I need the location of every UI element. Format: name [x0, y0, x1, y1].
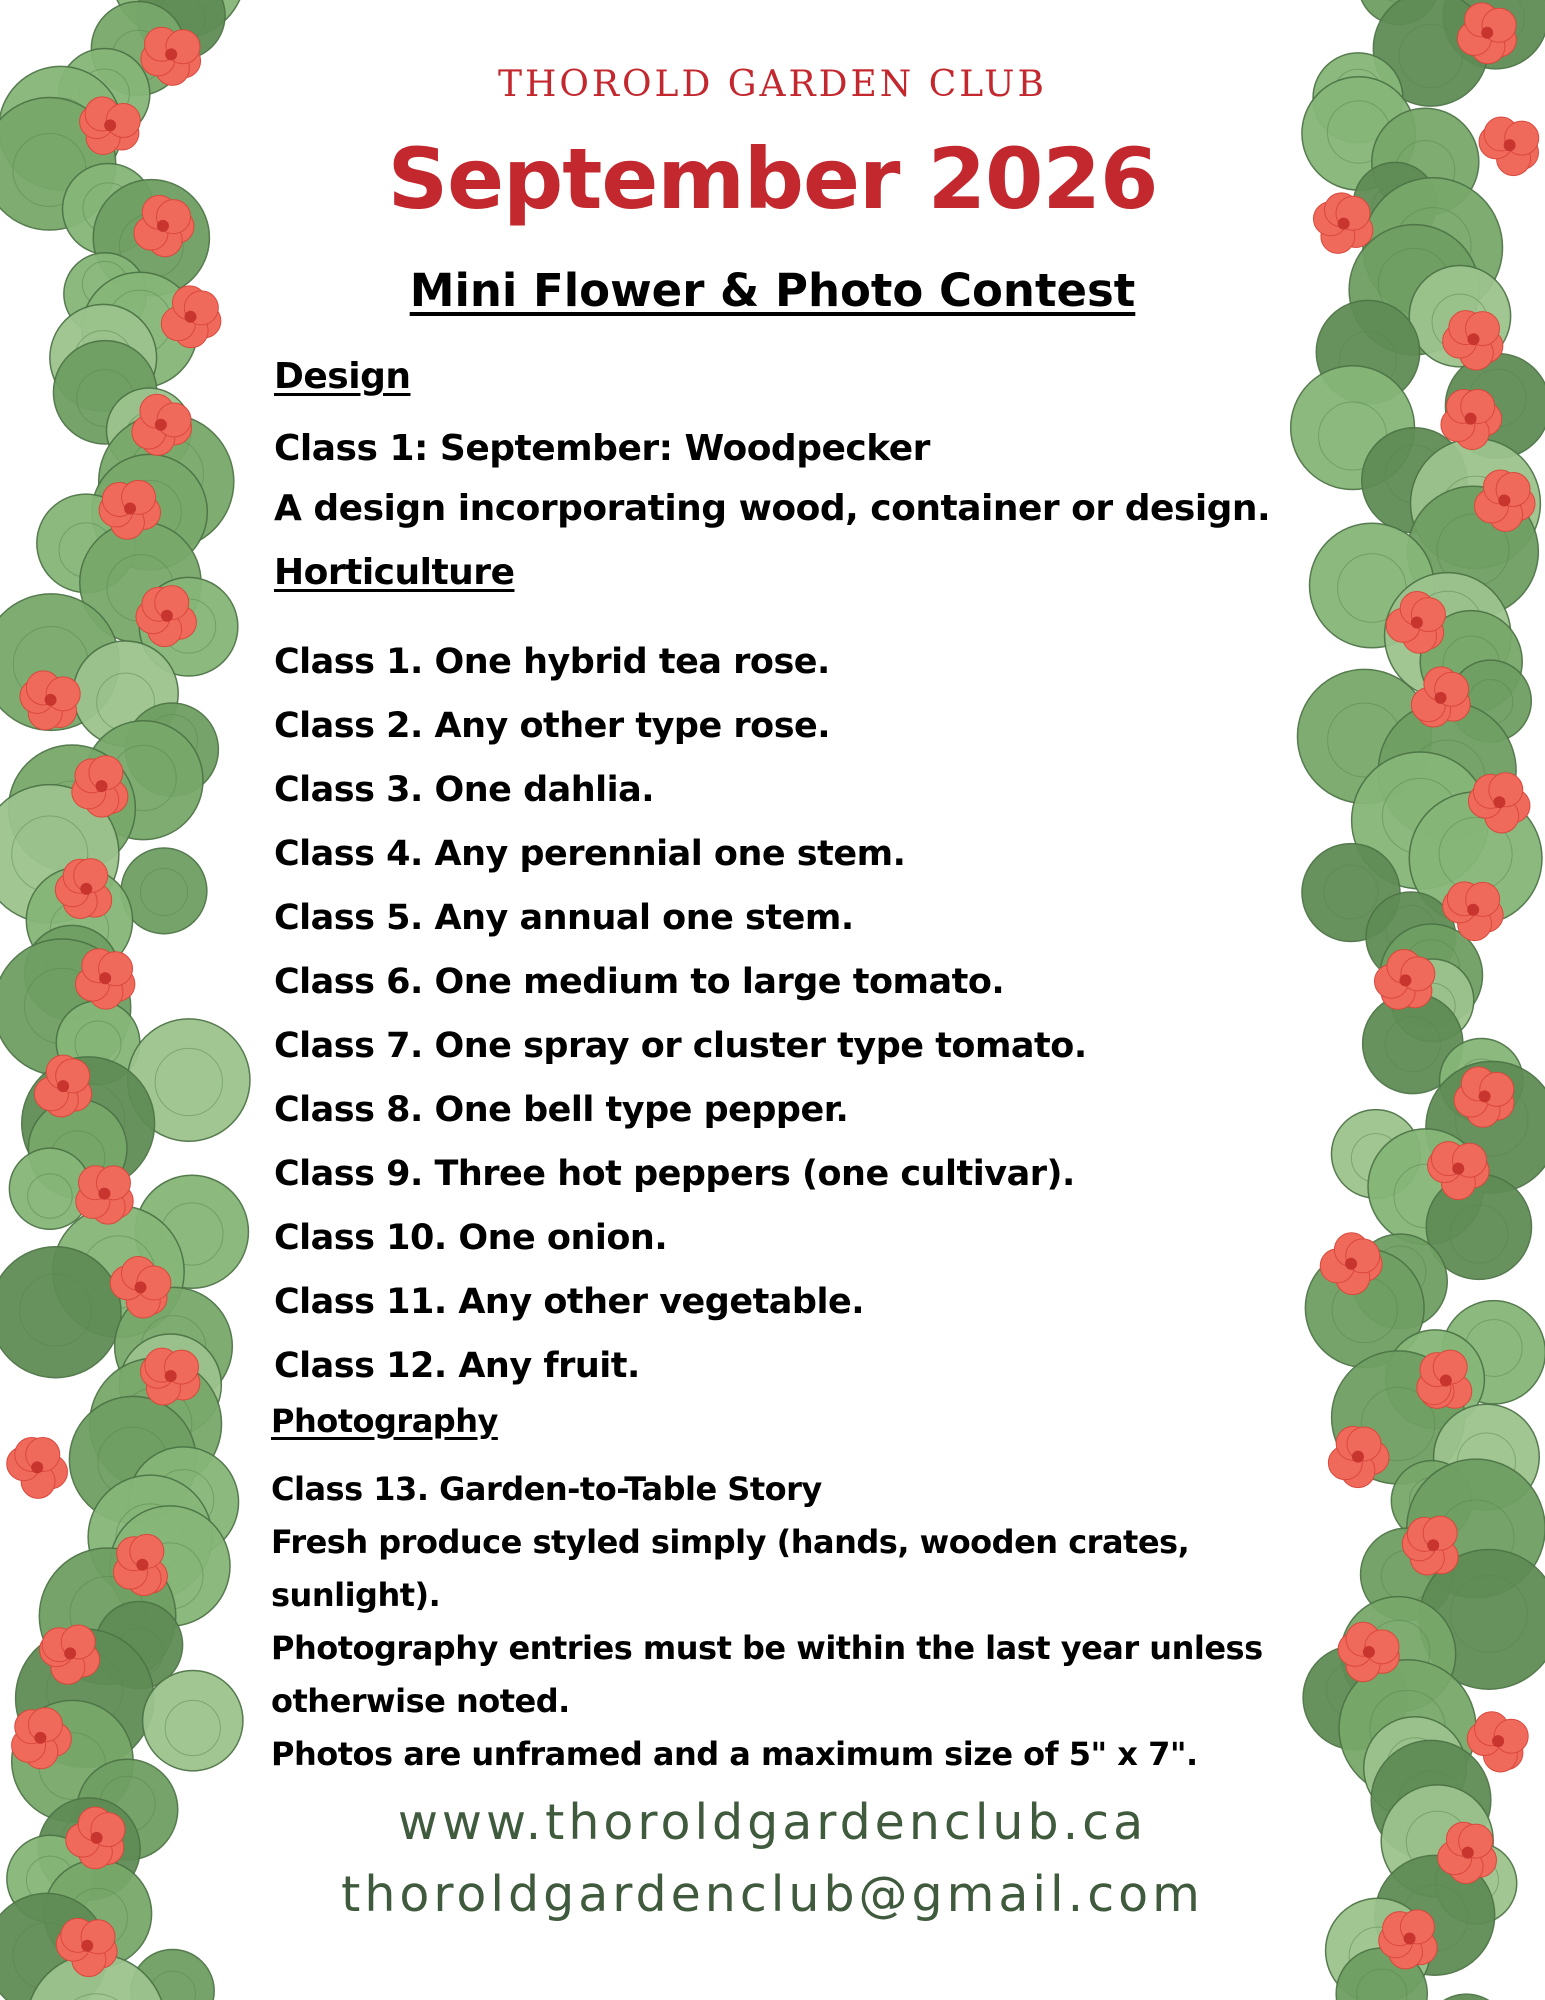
horticulture-class-5: Class 5. Any annual one stem. [274, 898, 854, 938]
horticulture-class-9: Class 9. Three hot peppers (one cultivar). [274, 1154, 1075, 1194]
horticulture-class-10: Class 10. One onion. [274, 1218, 668, 1258]
horticulture-class-12: Class 12. Any fruit. [274, 1346, 640, 1386]
club-name: THOROLD GARDEN CLUB [498, 64, 1047, 105]
horticulture-class-6: Class 6. One medium to large tomato. [274, 962, 1005, 1002]
horticulture-class-4: Class 4. Any perennial one stem. [274, 834, 906, 874]
design-class-line: Class 1: September: Woodpecker [274, 428, 930, 469]
photography-heading: Photography [271, 1402, 498, 1440]
contest-subtitle: Mini Flower & Photo Contest [409, 264, 1136, 317]
horticulture-class-2: Class 2. Any other type rose. [274, 706, 831, 746]
photography-line-2: Fresh produce styled simply (hands, wooden crates, [271, 1523, 1190, 1561]
photography-line-3: sunlight). [271, 1576, 441, 1614]
horticulture-heading: Horticulture [274, 552, 515, 593]
photography-line-4: Photography entries must be within the last year unless [271, 1629, 1263, 1667]
horticulture-class-3: Class 3. One dahlia. [274, 770, 655, 810]
horticulture-class-1: Class 1. One hybrid tea rose. [274, 642, 830, 682]
photography-line-1: Class 13. Garden-to-Table Story [271, 1470, 822, 1508]
design-description: A design incorporating wood, container or design. [274, 488, 1271, 529]
horticulture-class-7: Class 7. One spray or cluster type tomato. [274, 1026, 1087, 1066]
horticulture-class-8: Class 8. One bell type pepper. [274, 1090, 849, 1130]
email-link[interactable]: thoroldgardenclub@gmail.com [341, 1866, 1204, 1923]
design-heading: Design [274, 356, 411, 397]
website-link[interactable]: www.thoroldgardenclub.ca [397, 1794, 1148, 1851]
photography-line-5: otherwise noted. [271, 1682, 570, 1720]
horticulture-class-11: Class 11. Any other vegetable. [274, 1282, 864, 1322]
page-title: September 2026 [387, 130, 1158, 228]
photography-line-6: Photos are unframed and a maximum size of 5" x 7". [271, 1735, 1198, 1773]
